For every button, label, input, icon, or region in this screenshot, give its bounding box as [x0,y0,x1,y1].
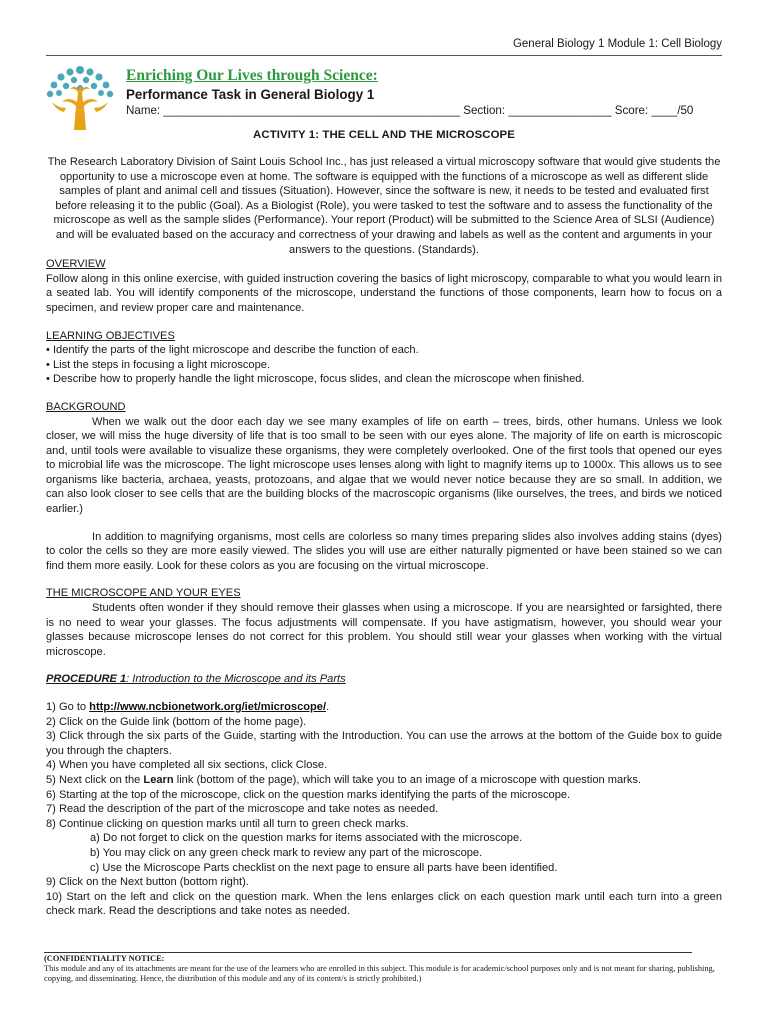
module-header: General Biology 1 Module 1: Cell Biology [512,38,722,50]
procedure-step-3: 3) Click through the six parts of the Guide, starting with the Introduction. You can use the arrows at the bottom of the Guide box to guide you through the chapters. [46,730,722,757]
header-rule [46,55,722,56]
task-title: Performance Task in General Biology 1 [126,87,375,102]
procedure-step-4: 4) When you have completed all six sections, click Close. [46,759,328,772]
activity-title: ACTIVITY 1: THE CELL AND THE MICROSCOPE [253,129,515,141]
procedure-step-7: 7) Read the description of the part of the microscope and take notes as needed. [46,803,439,816]
notice-text: This module and any of its attachments are meant for the use of the learners who are enrolled in this subject. This module is for academic/school purposes only and is not meant for sharing, publishing, copying, and disseminating. Hence, the distribution of this module and any of its content/s is strictly prohibited.) [44,964,715,983]
step-text: 5) Next click on the [46,773,144,786]
overview-heading: OVERVIEW [46,258,106,271]
learn-keyword: Learn [143,773,174,786]
objectives-heading: LEARNING OBJECTIVES [46,329,175,342]
background-paragraph-1: When we walk out the door each day we see many examples of life on earth – trees, birds, other humans. Unless we look closer, we will miss the huge diversity of life that is too small to be seen with our eyes alone. The majority of life on earth is microscopic and, until tools were available to visualize these organisms, they were completely overlooked. One of the first tools that opened our eyes to microbial life was the microscope. The light microscope uses lenses along with light to magnify items up to 1000x. This allows us to see organisms like bacteria, archaea, yeasts, protozoans, and algae that we would never notice because they are so small. In addition, we can also look closer to see cells that are the building blocks of the macroscopic organisms (like ourselves, the trees, and birds we noticed earlier.) [46,415,722,516]
step-text: link (bottom of the page), which will take you to an image of a microscope with question marks. [173,773,642,786]
score-total: /50 [677,104,694,117]
intro-paragraph: The Research Laboratory Division of Saint Louis School Inc., has just released a virtual microscopy software that would give students the opportunity to use a microscope even at home. The software is equipped with the functions of a microscope as well as different slide samples of plant and animal cell and tissues (Situation). However, since the software is new, it needs to be tested and evaluated first before releasing it to the public (Goal). As a Biologist (Role), you were tasked to test the software and to assess the functionality of the microscope as well as the sample slides (Performance). Your report (Product) will be submitted to the Science Area of SLSI (Audience) and will be evaluated based on the accuracy and correctness of your drawing and labels as well as the content and arguments in your answers to the questions. (Standards). [47,156,721,256]
procedure-step-8b: b) You may click on any green check mark to review any part of the microscope. [90,846,483,859]
student-info-row [126,104,693,117]
background-heading: BACKGROUND [46,400,126,413]
tree-logo-icon [40,62,120,132]
microscope-link[interactable]: http://www.ncbionetwork.org/iet/microscope/ [89,701,327,713]
objective-item: • Identify the parts of the light microscope and describe the function of each. [46,344,419,357]
procedure-step-10: 10) Start on the left and click on the question mark. When the lens enlarges click on each question mark until each turn into a green check mark. Read the descriptions and take notes as needed. [46,890,722,918]
background-paragraph-2: In addition to magnifying organisms, most cells are colorless so many times preparing slides also involves adding stains (dyes) to color the cells so they are more easily viewed. The slides you will use are either naturally pigmented or have been stained so we can find them more easily. Look for these colors as you are focusing on the virtual microscope. [46,530,722,572]
overview-text: Follow along in this online exercise, with guided instruction covering the basics of light microscopy, comparable to what you would learn in a seated lab. You will identify components of the microscope, understand the functions of those components, learn how to focus on a specimen, and review proper care and maintenance. [46,272,722,314]
section-label: Section: [459,104,509,117]
name-label: Name: [126,104,164,117]
procedure-step-2: 2) Click on the Guide link (bottom of the home page). [46,715,307,728]
procedure-step-5 [46,773,722,788]
procedure-step-9: 9) Click on the Next button (bottom right). [46,876,249,889]
eyes-text: Students often wonder if they should remove their glasses when using a microscope. If you are nearsighted or farsighted, there is no need to wear your glasses. The focus adjustments will compensate. If you have astigmatism, however, you should wear your glasses because microscope lenses do not correct for this problem. You should still wear your glasses when working with the virtual microscope. [46,602,722,658]
procedure-heading [46,672,722,687]
name-blank: ______________________________________________ [163,104,460,117]
footer-rule [44,952,692,953]
section-blank: ________________ [508,104,612,117]
objective-item: • List the steps in focusing a light microscope. [46,358,271,371]
procedure-step-8: 8) Continue clicking on question marks until all turn to green check marks. [46,817,409,830]
procedure-step-6: 6) Starting at the top of the microscope, click on the question marks identifying the parts of the microscope. [46,788,571,801]
score-blank: ____ [651,104,678,117]
step-text: 1) Go to [46,701,90,713]
document-body [46,155,722,919]
procedure-step-8c: c) Use the Microscope Parts checklist on the next page to ensure all parts have been identified. [90,861,558,874]
eyes-heading: THE MICROSCOPE AND YOUR EYES [46,587,241,600]
brand-tagline: Enriching Our Lives through Science: [126,67,378,84]
score-label: Score: [611,104,652,117]
confidentiality-notice [44,954,716,984]
procedure-step-8a: a) Do not forget to click on the question marks for items associated with the microscope. [90,832,523,845]
step-text: . [326,701,330,713]
procedure-label: PROCEDURE 1 [46,673,127,686]
notice-title: (CONFIDENTIALITY NOTICE: [44,954,165,963]
objective-item: • Describe how to properly handle the light microscope, focus slides, and clean the microscope when finished. [46,373,585,386]
procedure-subtitle: : Introduction to the Microscope and its Parts [126,673,346,686]
procedure-step-1 [46,700,722,715]
